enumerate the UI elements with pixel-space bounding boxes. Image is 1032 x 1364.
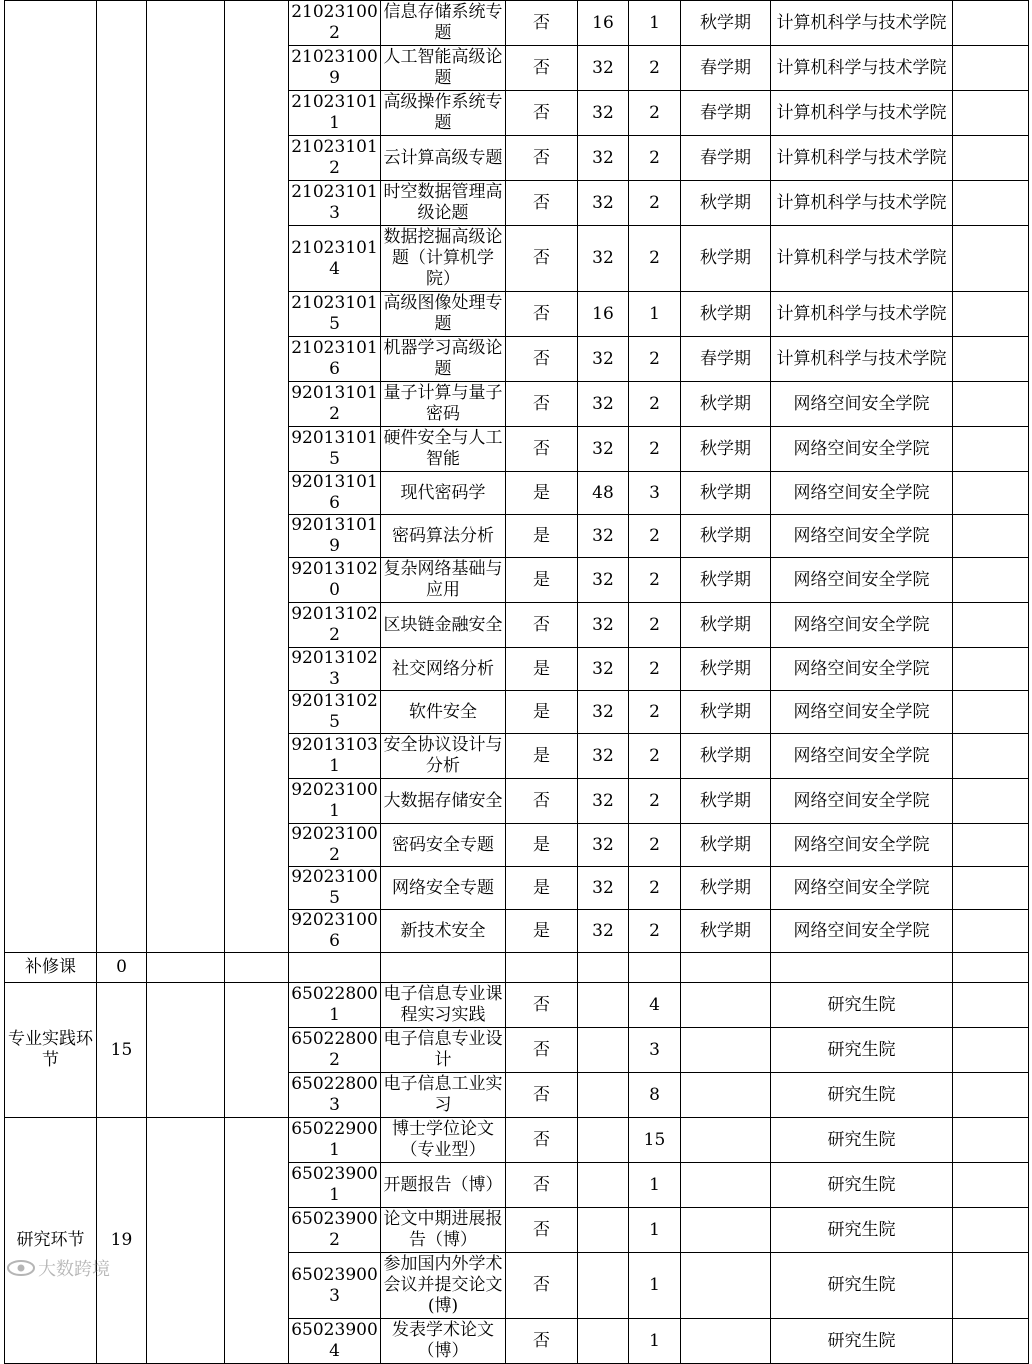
course-code: 920131019	[289, 515, 381, 558]
course-credits: 2	[629, 427, 681, 472]
blank-cell	[953, 558, 1029, 603]
required-flag: 是	[506, 515, 578, 558]
course-name: 机器学习高级论题	[381, 337, 506, 382]
course-college: 网络空间安全学院	[771, 603, 953, 648]
required-flag: 否	[506, 1253, 578, 1319]
course-code: 650229001	[289, 1118, 381, 1163]
course-hours: 32	[578, 824, 629, 867]
blank-cell	[953, 691, 1029, 734]
course-credits: 2	[629, 648, 681, 691]
course-college: 计算机科学与技术学院	[771, 226, 953, 292]
required-flag: 否	[506, 1118, 578, 1163]
course-credits: 2	[629, 136, 681, 181]
course-code: 210231002	[289, 1, 381, 46]
course-hours: 32	[578, 867, 629, 910]
blank-cell	[953, 337, 1029, 382]
course-hours: 32	[578, 136, 629, 181]
course-term: 秋学期	[681, 382, 771, 427]
course-college: 计算机科学与技术学院	[771, 136, 953, 181]
blank-cell	[953, 1073, 1029, 1118]
category-credits: 0	[97, 953, 147, 983]
course-credits: 2	[629, 779, 681, 824]
course-term: 秋学期	[681, 648, 771, 691]
course-term: 秋学期	[681, 181, 771, 226]
blank-cell	[953, 1118, 1029, 1163]
course-name: 电子信息专业设计	[381, 1028, 506, 1073]
required-flag: 是	[506, 734, 578, 779]
course-hours: 32	[578, 46, 629, 91]
course-term: 秋学期	[681, 472, 771, 515]
blank-cell	[147, 983, 225, 1118]
course-college: 计算机科学与技术学院	[771, 91, 953, 136]
required-flag: 否	[506, 337, 578, 382]
blank-cell	[381, 953, 506, 983]
course-hours: 32	[578, 648, 629, 691]
course-code: 920231001	[289, 779, 381, 824]
course-credits: 15	[629, 1118, 681, 1163]
course-code: 210231014	[289, 226, 381, 292]
blank-cell	[953, 867, 1029, 910]
required-flag: 是	[506, 558, 578, 603]
required-flag: 否	[506, 427, 578, 472]
course-credits: 2	[629, 603, 681, 648]
course-term	[681, 1208, 771, 1253]
course-hours	[578, 1163, 629, 1208]
course-hours: 32	[578, 337, 629, 382]
blank-cell	[953, 515, 1029, 558]
course-code: 920131020	[289, 558, 381, 603]
required-flag: 否	[506, 1073, 578, 1118]
course-college: 研究生院	[771, 1319, 953, 1364]
course-name: 信息存储系统专题	[381, 1, 506, 46]
course-code: 650228003	[289, 1073, 381, 1118]
category-credit-cell	[97, 1, 147, 953]
course-credits: 2	[629, 558, 681, 603]
required-flag: 是	[506, 910, 578, 953]
required-flag: 是	[506, 648, 578, 691]
course-credits: 2	[629, 181, 681, 226]
course-credits: 1	[629, 1253, 681, 1319]
category-name: 补修课	[5, 953, 97, 983]
course-college: 网络空间安全学院	[771, 824, 953, 867]
course-college: 网络空间安全学院	[771, 779, 953, 824]
course-college: 网络空间安全学院	[771, 691, 953, 734]
course-college: 研究生院	[771, 1073, 953, 1118]
course-hours	[578, 1073, 629, 1118]
course-name: 网络安全专题	[381, 867, 506, 910]
blank-cell	[225, 983, 289, 1118]
course-term	[681, 983, 771, 1028]
course-name: 时空数据管理高级论题	[381, 181, 506, 226]
course-credits: 4	[629, 983, 681, 1028]
course-hours: 32	[578, 603, 629, 648]
course-code: 210231015	[289, 292, 381, 337]
course-term: 秋学期	[681, 558, 771, 603]
course-term: 秋学期	[681, 734, 771, 779]
course-code: 210231012	[289, 136, 381, 181]
table-row	[5, 983, 1029, 1028]
course-table	[4, 0, 1029, 1364]
course-credits: 8	[629, 1073, 681, 1118]
blank-cell	[953, 983, 1029, 1028]
course-name: 社交网络分析	[381, 648, 506, 691]
course-name: 现代密码学	[381, 472, 506, 515]
course-name: 复杂网络基础与应用	[381, 558, 506, 603]
course-term: 秋学期	[681, 910, 771, 953]
course-term	[681, 1163, 771, 1208]
course-name: 人工智能高级论题	[381, 46, 506, 91]
blank-cell	[953, 136, 1029, 181]
required-flag: 否	[506, 1028, 578, 1073]
required-flag: 否	[506, 779, 578, 824]
course-credits: 2	[629, 382, 681, 427]
course-term: 春学期	[681, 46, 771, 91]
course-hours: 32	[578, 910, 629, 953]
category-name: 研究环节	[5, 1118, 97, 1364]
course-hours: 32	[578, 734, 629, 779]
blank-cell	[147, 1118, 225, 1364]
course-college: 研究生院	[771, 1208, 953, 1253]
course-college: 计算机科学与技术学院	[771, 181, 953, 226]
blank-cell	[953, 1, 1029, 46]
course-name: 区块链金融安全	[381, 603, 506, 648]
course-code: 210231011	[289, 91, 381, 136]
course-name: 大数据存储安全	[381, 779, 506, 824]
course-name: 软件安全	[381, 691, 506, 734]
course-college: 网络空间安全学院	[771, 472, 953, 515]
course-term: 秋学期	[681, 427, 771, 472]
course-credits: 1	[629, 292, 681, 337]
course-term: 秋学期	[681, 603, 771, 648]
course-college: 计算机科学与技术学院	[771, 337, 953, 382]
course-credits: 2	[629, 824, 681, 867]
course-name: 电子信息专业课程实习实践	[381, 983, 506, 1028]
course-college: 计算机科学与技术学院	[771, 292, 953, 337]
course-credits: 1	[629, 1319, 681, 1364]
course-credits: 1	[629, 1163, 681, 1208]
table-row	[5, 1118, 1029, 1163]
category-name: 专业实践环节	[5, 983, 97, 1118]
course-term: 秋学期	[681, 1, 771, 46]
course-hours: 48	[578, 472, 629, 515]
course-hours	[578, 1208, 629, 1253]
course-college: 计算机科学与技术学院	[771, 1, 953, 46]
course-name: 密码算法分析	[381, 515, 506, 558]
course-hours	[578, 1028, 629, 1073]
course-code: 650228001	[289, 983, 381, 1028]
course-code: 920131012	[289, 382, 381, 427]
course-name: 论文中期进展报告（博）	[381, 1208, 506, 1253]
course-credits: 2	[629, 337, 681, 382]
course-name: 参加国内外学术会议并提交论文(博)	[381, 1253, 506, 1319]
course-college: 网络空间安全学院	[771, 910, 953, 953]
blank-cell	[953, 910, 1029, 953]
course-term	[681, 1319, 771, 1364]
blank-cell	[953, 603, 1029, 648]
course-hours: 32	[578, 226, 629, 292]
required-flag: 是	[506, 691, 578, 734]
required-flag: 否	[506, 1208, 578, 1253]
course-code: 920131016	[289, 472, 381, 515]
required-flag: 否	[506, 292, 578, 337]
course-name: 密码安全专题	[381, 824, 506, 867]
required-flag: 是	[506, 867, 578, 910]
course-hours: 32	[578, 691, 629, 734]
required-flag: 否	[506, 181, 578, 226]
course-term: 春学期	[681, 91, 771, 136]
required-flag: 否	[506, 136, 578, 181]
blank-cell	[681, 953, 771, 983]
course-name: 高级操作系统专题	[381, 91, 506, 136]
course-credits: 2	[629, 691, 681, 734]
blank-cell	[953, 1163, 1029, 1208]
course-college: 研究生院	[771, 1028, 953, 1073]
eye-logo-icon	[6, 1258, 36, 1278]
course-credits: 2	[629, 734, 681, 779]
course-college: 网络空间安全学院	[771, 867, 953, 910]
course-college: 网络空间安全学院	[771, 558, 953, 603]
course-term	[681, 1253, 771, 1319]
course-name: 新技术安全	[381, 910, 506, 953]
course-name: 高级图像处理专题	[381, 292, 506, 337]
table-row	[5, 953, 1029, 983]
course-code: 650239004	[289, 1319, 381, 1364]
blank-cell	[147, 953, 225, 983]
course-name: 电子信息工业实习	[381, 1073, 506, 1118]
course-college: 研究生院	[771, 1118, 953, 1163]
course-term: 秋学期	[681, 292, 771, 337]
required-flag: 是	[506, 472, 578, 515]
category-credits: 15	[97, 983, 147, 1118]
course-college: 网络空间安全学院	[771, 734, 953, 779]
course-name: 发表学术论文（博）	[381, 1319, 506, 1364]
course-college: 网络空间安全学院	[771, 648, 953, 691]
course-code: 650239002	[289, 1208, 381, 1253]
blank-cell	[953, 226, 1029, 292]
blank-cell	[953, 181, 1029, 226]
required-flag: 否	[506, 1163, 578, 1208]
blank-cell	[953, 1319, 1029, 1364]
blank-cell	[953, 734, 1029, 779]
course-hours	[578, 1253, 629, 1319]
watermark	[6, 1255, 110, 1281]
course-credits: 3	[629, 1028, 681, 1073]
course-college: 网络空间安全学院	[771, 382, 953, 427]
course-code: 650228002	[289, 1028, 381, 1073]
required-flag: 否	[506, 603, 578, 648]
course-college: 网络空间安全学院	[771, 427, 953, 472]
course-hours	[578, 1319, 629, 1364]
required-flag: 否	[506, 46, 578, 91]
blank-cell	[953, 648, 1029, 691]
blank-cell	[953, 427, 1029, 472]
course-name: 硬件安全与人工智能	[381, 427, 506, 472]
course-hours: 32	[578, 427, 629, 472]
course-college: 计算机科学与技术学院	[771, 46, 953, 91]
required-flag: 否	[506, 226, 578, 292]
course-credits: 2	[629, 867, 681, 910]
course-code: 650239001	[289, 1163, 381, 1208]
course-credits: 1	[629, 1208, 681, 1253]
course-code: 920131015	[289, 427, 381, 472]
course-credits: 3	[629, 472, 681, 515]
blank-cell	[953, 91, 1029, 136]
course-term: 秋学期	[681, 867, 771, 910]
course-credits: 2	[629, 46, 681, 91]
course-code: 920231002	[289, 824, 381, 867]
course-term: 秋学期	[681, 691, 771, 734]
course-credits: 2	[629, 91, 681, 136]
course-term: 秋学期	[681, 779, 771, 824]
blank-cell	[953, 779, 1029, 824]
required-flag: 否	[506, 983, 578, 1028]
course-college: 研究生院	[771, 1253, 953, 1319]
course-code: 210231016	[289, 337, 381, 382]
required-flag: 否	[506, 91, 578, 136]
course-code: 920131031	[289, 734, 381, 779]
blank-cell	[953, 472, 1029, 515]
blank-cell	[953, 382, 1029, 427]
course-code: 920131022	[289, 603, 381, 648]
course-code: 920131023	[289, 648, 381, 691]
course-code: 210231009	[289, 46, 381, 91]
course-college: 研究生院	[771, 983, 953, 1028]
course-hours: 16	[578, 1, 629, 46]
table-row	[5, 1, 1029, 46]
course-code: 920131025	[289, 691, 381, 734]
watermark-text: 大数跨境	[38, 1259, 110, 1280]
course-college: 网络空间安全学院	[771, 515, 953, 558]
course-credits: 2	[629, 226, 681, 292]
course-term: 秋学期	[681, 515, 771, 558]
course-hours: 32	[578, 91, 629, 136]
course-name: 量子计算与量子密码	[381, 382, 506, 427]
course-name: 数据挖掘高级论题（计算机学院）	[381, 226, 506, 292]
course-term: 秋学期	[681, 226, 771, 292]
course-term	[681, 1118, 771, 1163]
blank-cell	[953, 953, 1029, 983]
blank-cell	[953, 46, 1029, 91]
course-hours: 32	[578, 558, 629, 603]
course-term: 春学期	[681, 337, 771, 382]
blank-cell	[771, 953, 953, 983]
course-credits: 2	[629, 910, 681, 953]
blank-cell	[953, 1208, 1029, 1253]
course-college: 研究生院	[771, 1163, 953, 1208]
blank-cell	[147, 1, 225, 953]
blank-cell	[953, 1028, 1029, 1073]
category-credits: 19	[97, 1118, 147, 1364]
blank-cell	[289, 953, 381, 983]
course-name: 云计算高级专题	[381, 136, 506, 181]
course-code: 650239003	[289, 1253, 381, 1319]
course-code: 920231005	[289, 867, 381, 910]
course-hours: 32	[578, 382, 629, 427]
blank-cell	[953, 1253, 1029, 1319]
course-term	[681, 1028, 771, 1073]
blank-cell	[225, 1118, 289, 1364]
blank-cell	[953, 292, 1029, 337]
course-hours: 32	[578, 515, 629, 558]
course-term: 秋学期	[681, 824, 771, 867]
blank-cell	[506, 953, 578, 983]
course-hours	[578, 983, 629, 1028]
course-hours	[578, 1118, 629, 1163]
course-term	[681, 1073, 771, 1118]
course-code: 920231006	[289, 910, 381, 953]
blank-cell	[225, 1, 289, 953]
blank-cell	[629, 953, 681, 983]
course-credits: 2	[629, 515, 681, 558]
course-hours: 32	[578, 779, 629, 824]
course-name: 博士学位论文（专业型）	[381, 1118, 506, 1163]
course-term: 春学期	[681, 136, 771, 181]
blank-cell	[953, 824, 1029, 867]
course-credits: 1	[629, 1, 681, 46]
course-name: 开题报告（博）	[381, 1163, 506, 1208]
course-hours: 32	[578, 181, 629, 226]
required-flag: 否	[506, 1319, 578, 1364]
category-cell	[5, 1, 97, 953]
blank-cell	[225, 953, 289, 983]
required-flag: 否	[506, 382, 578, 427]
course-name: 安全协议设计与分析	[381, 734, 506, 779]
blank-cell	[578, 953, 629, 983]
required-flag: 是	[506, 824, 578, 867]
course-hours: 16	[578, 292, 629, 337]
required-flag: 否	[506, 1, 578, 46]
course-code: 210231013	[289, 181, 381, 226]
